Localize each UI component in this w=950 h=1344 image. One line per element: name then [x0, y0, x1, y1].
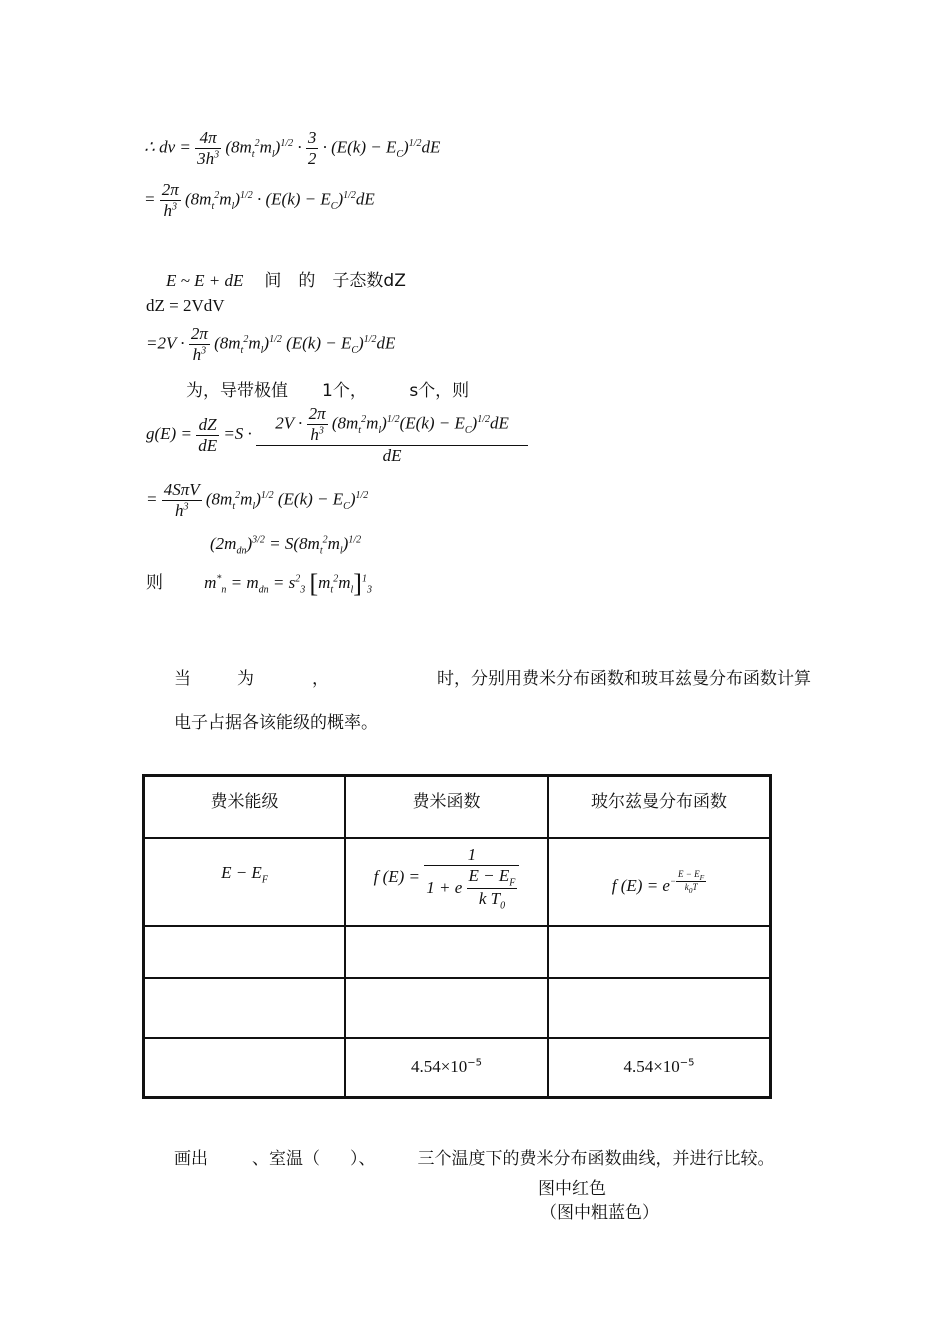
table-header-row	[144, 776, 771, 838]
header-fermi-level: 费米能级	[144, 776, 346, 838]
cell-energy-difference: $E - E_F$	[144, 838, 346, 926]
table-cell	[144, 978, 346, 1038]
table-row	[144, 978, 771, 1038]
plot-instruction-line: 画出 、室温（ ）、 三个温度下的费米分布函数曲线，并进行比较。	[174, 1149, 775, 1169]
caption-blue: （图中粗蓝色）	[540, 1203, 659, 1223]
equation-mdn-relation: $(2m_{dn})^{3/2} = S(8m_t^2m_l)^{1/2}$	[210, 534, 362, 557]
table-cell	[548, 926, 771, 978]
question-line-1: 当 为 ， 时，分别用费米分布函数和玻耳兹曼分布函数计算	[174, 669, 811, 689]
equation-dv-1: ∴ dv = $\frac{4\pi}{3h^3}$ $(8m_t^2m_l)^{1/2}$ · $\frac{3}{2}$ · $(E(k) - E_C)^{1/2}dE$	[144, 128, 441, 168]
table-cell	[345, 926, 548, 978]
equation-effective-mass: 则 $m^*_n = m_{dn} = s^2_3$ $[m_t^2m_l]^1_3$	[146, 569, 372, 599]
table-cell	[144, 926, 346, 978]
table-cell	[144, 1038, 346, 1098]
equation-dz: dZ = 2VdV	[146, 296, 225, 315]
conduction-band-text: 为，导带极值 1个， s个，则	[186, 381, 470, 401]
table-formula-row	[144, 838, 771, 926]
cell-fermi-value: $4.54\times 10^{-5}$	[345, 1038, 548, 1098]
header-fermi-function: 费米函数	[345, 776, 548, 838]
table-cell	[345, 978, 548, 1038]
fermi-table	[142, 774, 772, 1099]
cell-boltzmann-value: $4.54\times 10^{-5}$	[548, 1038, 771, 1098]
header-boltzmann-function: 玻尔兹曼分布函数	[548, 776, 771, 838]
equation-dz-expanded: =2V · $\frac{2\pi}{h^3}$ $(8m_t^2m_l)^{1/2}$ $(E(k) - E_C)^{1/2}dE$	[146, 324, 396, 364]
table-row	[144, 1038, 771, 1098]
cell-boltzmann-formula: f $(E) = e^{- \frac{E - E_F}{k_0T}}$	[548, 838, 771, 926]
table-cell	[548, 978, 771, 1038]
question-line-2: 电子占据各该能级的概率。	[174, 713, 378, 733]
equation-g-result: = $\frac{\text{4SπV}}{h^3}$ $(8m_t^2m_l)^{1/2}$ $(E(k) - E_C)^{1/2}$	[146, 480, 369, 520]
caption-red: 图中红色	[538, 1179, 606, 1199]
cell-fermi-formula: f (E) = 1 1 + e $\frac{E - E_F}{k T_0}$	[345, 838, 548, 926]
table-row	[144, 926, 771, 978]
energy-interval-line: E ~ E + dE 间 的 子态数dZ	[166, 271, 406, 291]
equation-g-of-e: g(E) = $\frac{dZ}{dE}$ =S · 2V · $\frac{2\pi}{h^3}$ $(8m_t^2m_l)^{1/2}(E(k) - E_C)^{1/2}dE$ dE	[146, 404, 528, 466]
equation-dv-2: = $\frac{2\pi}{h^3}$ $(8m_t^2m_l)^{1/2} \cdot (E(k) - E_C)^{1/2}dE$	[144, 180, 375, 220]
